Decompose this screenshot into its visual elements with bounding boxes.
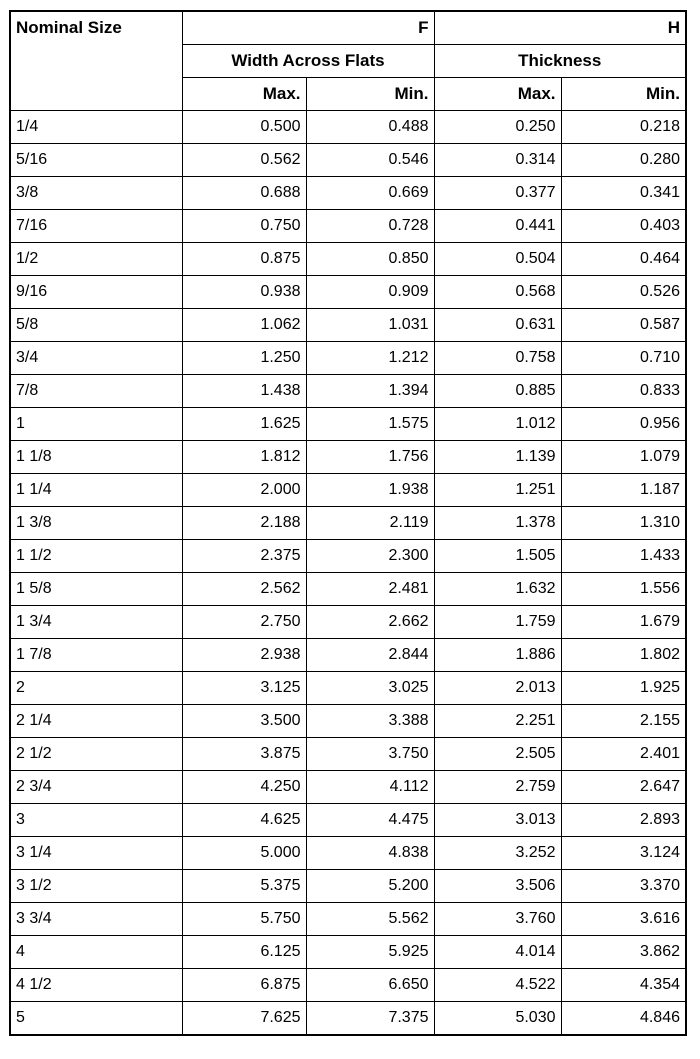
nominal-size-cell: 1 7/8 xyxy=(10,639,182,672)
value-cell: 0.218 xyxy=(561,111,686,144)
value-cell: 1.212 xyxy=(306,342,434,375)
value-cell: 2.844 xyxy=(306,639,434,672)
value-cell: 0.562 xyxy=(182,144,306,177)
nominal-size-cell: 3 xyxy=(10,804,182,837)
value-cell: 2.000 xyxy=(182,474,306,507)
table-row xyxy=(10,969,686,1002)
value-cell: 1.759 xyxy=(434,606,561,639)
nominal-size-cell: 3 1/4 xyxy=(10,837,182,870)
value-cell: 0.587 xyxy=(561,309,686,342)
table-row xyxy=(10,903,686,936)
value-cell: 5.000 xyxy=(182,837,306,870)
nominal-size-cell: 7/16 xyxy=(10,210,182,243)
value-cell: 3.252 xyxy=(434,837,561,870)
table-row xyxy=(10,177,686,210)
value-cell: 0.909 xyxy=(306,276,434,309)
value-cell: 3.025 xyxy=(306,672,434,705)
value-cell: 2.300 xyxy=(306,540,434,573)
value-cell: 0.377 xyxy=(434,177,561,210)
value-cell: 0.546 xyxy=(306,144,434,177)
value-cell: 3.616 xyxy=(561,903,686,936)
nominal-size-cell: 5 xyxy=(10,1002,182,1036)
value-cell: 4.838 xyxy=(306,837,434,870)
value-cell: 0.403 xyxy=(561,210,686,243)
value-cell: 1.433 xyxy=(561,540,686,573)
value-cell: 3.125 xyxy=(182,672,306,705)
nominal-size-cell: 1 3/4 xyxy=(10,606,182,639)
nominal-size-cell: 1 1/8 xyxy=(10,441,182,474)
value-cell: 1.925 xyxy=(561,672,686,705)
table-row xyxy=(10,1002,686,1036)
value-cell: 1.505 xyxy=(434,540,561,573)
value-cell: 1.756 xyxy=(306,441,434,474)
table-row xyxy=(10,507,686,540)
value-cell: 0.341 xyxy=(561,177,686,210)
value-cell: 0.885 xyxy=(434,375,561,408)
value-cell: 3.875 xyxy=(182,738,306,771)
value-cell: 3.013 xyxy=(434,804,561,837)
table-row xyxy=(10,771,686,804)
value-cell: 1.438 xyxy=(182,375,306,408)
nominal-size-cell: 1 xyxy=(10,408,182,441)
value-cell: 2.750 xyxy=(182,606,306,639)
table-row xyxy=(10,936,686,969)
value-cell: 1.679 xyxy=(561,606,686,639)
value-cell: 1.250 xyxy=(182,342,306,375)
table-row xyxy=(10,672,686,705)
nominal-size-cell: 1 1/4 xyxy=(10,474,182,507)
value-cell: 1.575 xyxy=(306,408,434,441)
value-cell: 1.251 xyxy=(434,474,561,507)
value-cell: 0.488 xyxy=(306,111,434,144)
value-cell: 1.625 xyxy=(182,408,306,441)
value-cell: 0.750 xyxy=(182,210,306,243)
value-cell: 0.441 xyxy=(434,210,561,243)
value-cell: 6.650 xyxy=(306,969,434,1002)
table-row xyxy=(10,210,686,243)
table-row xyxy=(10,804,686,837)
value-cell: 3.370 xyxy=(561,870,686,903)
table-row xyxy=(10,606,686,639)
value-cell: 1.062 xyxy=(182,309,306,342)
subgroup-header-width-across-flats: Width Across Flats xyxy=(182,45,434,78)
value-cell: 3.506 xyxy=(434,870,561,903)
value-cell: 7.625 xyxy=(182,1002,306,1036)
nominal-size-cell: 4 1/2 xyxy=(10,969,182,1002)
value-cell: 1.079 xyxy=(561,441,686,474)
value-cell: 2.481 xyxy=(306,573,434,606)
col-header-h-max: Max. xyxy=(434,78,561,111)
table-row xyxy=(10,705,686,738)
col-header-f-min: Min. xyxy=(306,78,434,111)
table-body xyxy=(10,111,686,1036)
value-cell: 2.188 xyxy=(182,507,306,540)
value-cell: 2.119 xyxy=(306,507,434,540)
value-cell: 0.504 xyxy=(434,243,561,276)
value-cell: 2.375 xyxy=(182,540,306,573)
value-cell: 0.956 xyxy=(561,408,686,441)
table-row xyxy=(10,474,686,507)
subgroup-header-thickness: Thickness xyxy=(434,45,686,78)
value-cell: 4.354 xyxy=(561,969,686,1002)
nominal-size-cell: 3 3/4 xyxy=(10,903,182,936)
nominal-size-cell: 9/16 xyxy=(10,276,182,309)
value-cell: 0.875 xyxy=(182,243,306,276)
value-cell: 1.310 xyxy=(561,507,686,540)
value-cell: 1.394 xyxy=(306,375,434,408)
table-row xyxy=(10,441,686,474)
table-row xyxy=(10,309,686,342)
group-header-f: F xyxy=(182,11,434,45)
table-row xyxy=(10,837,686,870)
value-cell: 4.014 xyxy=(434,936,561,969)
value-cell: 0.938 xyxy=(182,276,306,309)
value-cell: 4.475 xyxy=(306,804,434,837)
value-cell: 2.647 xyxy=(561,771,686,804)
nominal-size-cell: 2 1/2 xyxy=(10,738,182,771)
nominal-size-cell: 1 5/8 xyxy=(10,573,182,606)
value-cell: 2.562 xyxy=(182,573,306,606)
nominal-size-cell: 3/8 xyxy=(10,177,182,210)
value-cell: 2.759 xyxy=(434,771,561,804)
table-row xyxy=(10,540,686,573)
value-cell: 5.562 xyxy=(306,903,434,936)
value-cell: 5.925 xyxy=(306,936,434,969)
value-cell: 0.631 xyxy=(434,309,561,342)
nominal-size-cell: 4 xyxy=(10,936,182,969)
value-cell: 2.505 xyxy=(434,738,561,771)
value-cell: 1.187 xyxy=(561,474,686,507)
nominal-size-cell: 5/8 xyxy=(10,309,182,342)
value-cell: 1.139 xyxy=(434,441,561,474)
table-row xyxy=(10,243,686,276)
value-cell: 0.314 xyxy=(434,144,561,177)
value-cell: 2.013 xyxy=(434,672,561,705)
value-cell: 7.375 xyxy=(306,1002,434,1036)
value-cell: 0.758 xyxy=(434,342,561,375)
nominal-size-cell: 2 1/4 xyxy=(10,705,182,738)
nominal-size-cell: 3/4 xyxy=(10,342,182,375)
value-cell: 2.893 xyxy=(561,804,686,837)
col-header-h-min: Min. xyxy=(561,78,686,111)
value-cell: 3.124 xyxy=(561,837,686,870)
value-cell: 4.522 xyxy=(434,969,561,1002)
nominal-size-cell: 1/4 xyxy=(10,111,182,144)
col-header-f-max: Max. xyxy=(182,78,306,111)
value-cell: 1.632 xyxy=(434,573,561,606)
nominal-size-cell: 1/2 xyxy=(10,243,182,276)
value-cell: 1.378 xyxy=(434,507,561,540)
value-cell: 0.568 xyxy=(434,276,561,309)
value-cell: 5.375 xyxy=(182,870,306,903)
value-cell: 0.728 xyxy=(306,210,434,243)
value-cell: 0.500 xyxy=(182,111,306,144)
table-row xyxy=(10,111,686,144)
value-cell: 5.200 xyxy=(306,870,434,903)
table-header xyxy=(10,11,686,111)
value-cell: 2.938 xyxy=(182,639,306,672)
value-cell: 3.862 xyxy=(561,936,686,969)
value-cell: 0.710 xyxy=(561,342,686,375)
value-cell: 0.250 xyxy=(434,111,561,144)
value-cell: 0.669 xyxy=(306,177,434,210)
value-cell: 1.012 xyxy=(434,408,561,441)
value-cell: 6.125 xyxy=(182,936,306,969)
value-cell: 0.850 xyxy=(306,243,434,276)
value-cell: 3.388 xyxy=(306,705,434,738)
value-cell: 1.938 xyxy=(306,474,434,507)
table-row xyxy=(10,738,686,771)
nominal-size-cell: 7/8 xyxy=(10,375,182,408)
nominal-size-cell: 2 3/4 xyxy=(10,771,182,804)
value-cell: 1.812 xyxy=(182,441,306,474)
value-cell: 2.662 xyxy=(306,606,434,639)
value-cell: 2.155 xyxy=(561,705,686,738)
value-cell: 4.112 xyxy=(306,771,434,804)
nominal-size-cell: 5/16 xyxy=(10,144,182,177)
value-cell: 1.031 xyxy=(306,309,434,342)
value-cell: 4.846 xyxy=(561,1002,686,1036)
value-cell: 3.500 xyxy=(182,705,306,738)
table-row xyxy=(10,342,686,375)
value-cell: 3.750 xyxy=(306,738,434,771)
corner-header-nominal-size: Nominal Size xyxy=(10,11,182,111)
value-cell: 0.526 xyxy=(561,276,686,309)
nut-dimensions-table xyxy=(9,10,687,1036)
nominal-size-cell: 3 1/2 xyxy=(10,870,182,903)
value-cell: 0.464 xyxy=(561,243,686,276)
table-row xyxy=(10,276,686,309)
table-row xyxy=(10,573,686,606)
value-cell: 0.833 xyxy=(561,375,686,408)
table-row xyxy=(10,639,686,672)
nominal-size-cell: 1 3/8 xyxy=(10,507,182,540)
value-cell: 3.760 xyxy=(434,903,561,936)
value-cell: 4.625 xyxy=(182,804,306,837)
table-row xyxy=(10,144,686,177)
value-cell: 1.886 xyxy=(434,639,561,672)
value-cell: 5.030 xyxy=(434,1002,561,1036)
table-row xyxy=(10,375,686,408)
value-cell: 1.556 xyxy=(561,573,686,606)
value-cell: 4.250 xyxy=(182,771,306,804)
table-row xyxy=(10,408,686,441)
table-row xyxy=(10,870,686,903)
value-cell: 0.280 xyxy=(561,144,686,177)
value-cell: 6.875 xyxy=(182,969,306,1002)
value-cell: 0.688 xyxy=(182,177,306,210)
value-cell: 2.401 xyxy=(561,738,686,771)
nominal-size-cell: 2 xyxy=(10,672,182,705)
value-cell: 1.802 xyxy=(561,639,686,672)
nominal-size-cell: 1 1/2 xyxy=(10,540,182,573)
header-row-group xyxy=(10,11,686,45)
value-cell: 2.251 xyxy=(434,705,561,738)
group-header-h: H xyxy=(434,11,686,45)
value-cell: 5.750 xyxy=(182,903,306,936)
